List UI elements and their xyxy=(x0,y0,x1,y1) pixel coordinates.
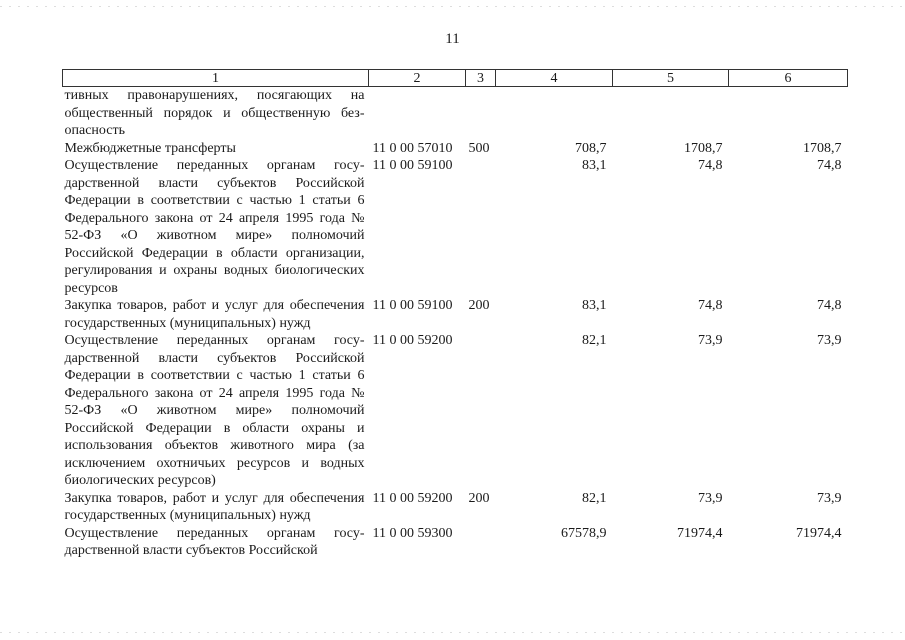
table-row xyxy=(63,297,848,332)
row-value-col6: 74,8 xyxy=(817,158,842,173)
row-value-col5: 1708,7 xyxy=(684,140,723,156)
row-value-col4: 82,1 xyxy=(582,333,607,348)
table-row xyxy=(63,490,848,525)
row-code xyxy=(369,87,466,140)
row-value-col4: 67578,9 xyxy=(561,525,607,541)
row-value-col4: 83,1 xyxy=(582,298,607,313)
page-number: 11 xyxy=(445,31,460,47)
row-value-col5: 73,9 xyxy=(698,333,723,348)
row-code: 11 0 00 59100 xyxy=(372,298,453,313)
table-header-row xyxy=(63,70,848,87)
row-value-col4: 708,7 xyxy=(575,140,607,156)
header-col-4: 4 xyxy=(496,70,613,87)
row-code: 11 0 00 59200 xyxy=(372,333,453,348)
row-expense-type: 200 xyxy=(468,298,490,313)
row-value-col6 xyxy=(729,87,848,140)
row-code: 11 0 00 59100 xyxy=(372,158,453,173)
row-name: тивных правонарушениях, посягающих на общественный порядок и общественную безопасность xyxy=(64,88,365,138)
table-row xyxy=(63,332,848,490)
row-value-col6: 71974,4 xyxy=(796,525,842,541)
row-code: 11 0 00 59200 xyxy=(372,490,453,506)
table-row xyxy=(63,87,848,140)
row-value-col6: 1708,7 xyxy=(803,140,842,156)
row-name: Закупка товаров, работ и услуг для обеспечения государственных (муниципальных) нужд xyxy=(64,490,365,523)
row-expense-type: 200 xyxy=(468,490,490,506)
row-value-col5 xyxy=(613,87,729,140)
row-value-col6: 74,8 xyxy=(817,298,842,313)
row-name: Межбюджетные трансферты xyxy=(64,140,236,156)
row-expense-type: 500 xyxy=(468,140,490,156)
row-expense-type xyxy=(466,332,496,490)
row-expense-type xyxy=(466,525,496,560)
row-expense-type xyxy=(466,87,496,140)
top-scan-edge xyxy=(0,6,905,7)
bottom-scan-edge xyxy=(0,632,905,633)
row-value-col5: 74,8 xyxy=(698,298,723,313)
table-row xyxy=(63,157,848,297)
header-col-3: 3 xyxy=(466,70,496,87)
row-name: Осуществление переданных органам государственной власти субъектов Российской xyxy=(64,525,365,558)
row-name: Осуществление переданных органам государственной власти субъектов Российской Федерации в соответствии с частью 1 статьи 6 Федерального закона от 24 апреля 1995 года № 52-ФЗ «О животном мире» полномочий Российской Федерации в области охраны и использования объектов животного мира (за исключением охотничьих ресурсов и водных биологических ресурсов) xyxy=(64,333,365,488)
row-value-col6: 73,9 xyxy=(817,333,842,348)
row-name: Осуществление переданных органам государственной власти субъектов Российской Федерации в соответствии с частью 1 статьи 6 Федерального закона от 24 апреля 1995 года № 52-ФЗ «О животном мире» полномочий Российской Федерации в области организации, регулирования и охраны водных биологических ресурсов xyxy=(64,158,365,296)
row-name: Закупка товаров, работ и услуг для обеспечения государственных (муниципальных) нужд xyxy=(64,298,365,331)
header-col-2: 2 xyxy=(369,70,466,87)
header-col-6: 6 xyxy=(729,70,848,87)
row-expense-type xyxy=(466,157,496,297)
header-col-1: 1 xyxy=(63,70,369,87)
row-code: 11 0 00 57010 xyxy=(372,140,453,156)
row-value-col4 xyxy=(496,87,613,140)
header-col-5: 5 xyxy=(613,70,729,87)
row-code: 11 0 00 59300 xyxy=(372,525,453,541)
row-value-col5: 73,9 xyxy=(698,490,723,506)
row-value-col5: 71974,4 xyxy=(677,525,723,541)
row-value-col5: 74,8 xyxy=(698,158,723,173)
table-row xyxy=(63,140,848,158)
row-value-col6: 73,9 xyxy=(817,490,842,506)
row-value-col4: 83,1 xyxy=(582,158,607,173)
table-row xyxy=(63,525,848,560)
row-value-col4: 82,1 xyxy=(582,490,607,506)
budget-table xyxy=(62,69,848,560)
